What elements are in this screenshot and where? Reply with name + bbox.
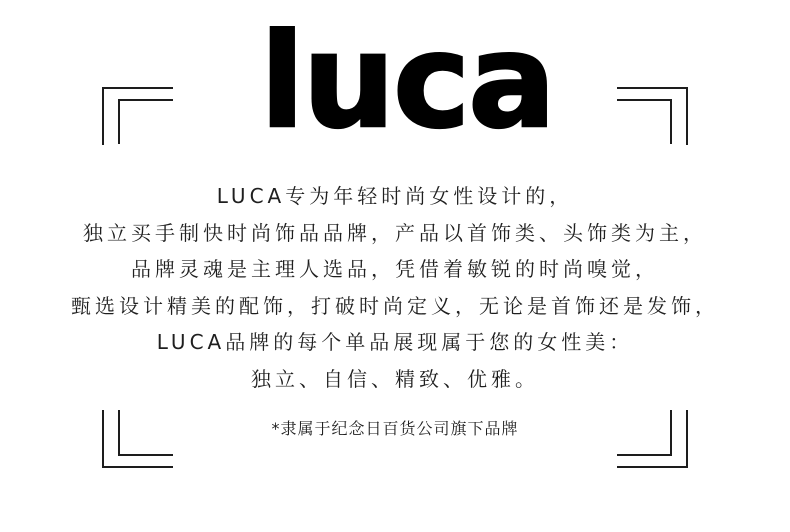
ownership-footnote: *隶属于纪念日百货公司旗下品牌 [271, 419, 519, 438]
corner-bracket-bottom-left [102, 410, 173, 468]
bracket-inner-line [118, 99, 173, 144]
intro-line: LUCA专为年轻时尚女性设计的， [216, 184, 574, 208]
intro-line: LUCA品牌的每个单品展现属于您的女性美： [156, 330, 634, 355]
corner-bracket-top-right [617, 87, 688, 145]
corner-bracket-bottom-right [617, 410, 688, 468]
intro-line: 独立买手制快时尚饰品品牌，产品以首饰类、头饰类为主， [83, 220, 707, 245]
bracket-inner-line [617, 99, 672, 144]
corner-bracket-top-left [102, 87, 173, 145]
intro-line: 独立、自信、精致、优雅。 [251, 366, 539, 391]
brand-intro-text [0, 178, 790, 398]
intro-line: 品牌灵魂是主理人选品，凭借着敏锐的时尚嗅觉， [131, 257, 659, 282]
brand-logo: luca [260, 5, 554, 157]
intro-line: 甄选设计精美的配饰，打破时尚定义，无论是首饰还是发饰， [71, 293, 719, 318]
